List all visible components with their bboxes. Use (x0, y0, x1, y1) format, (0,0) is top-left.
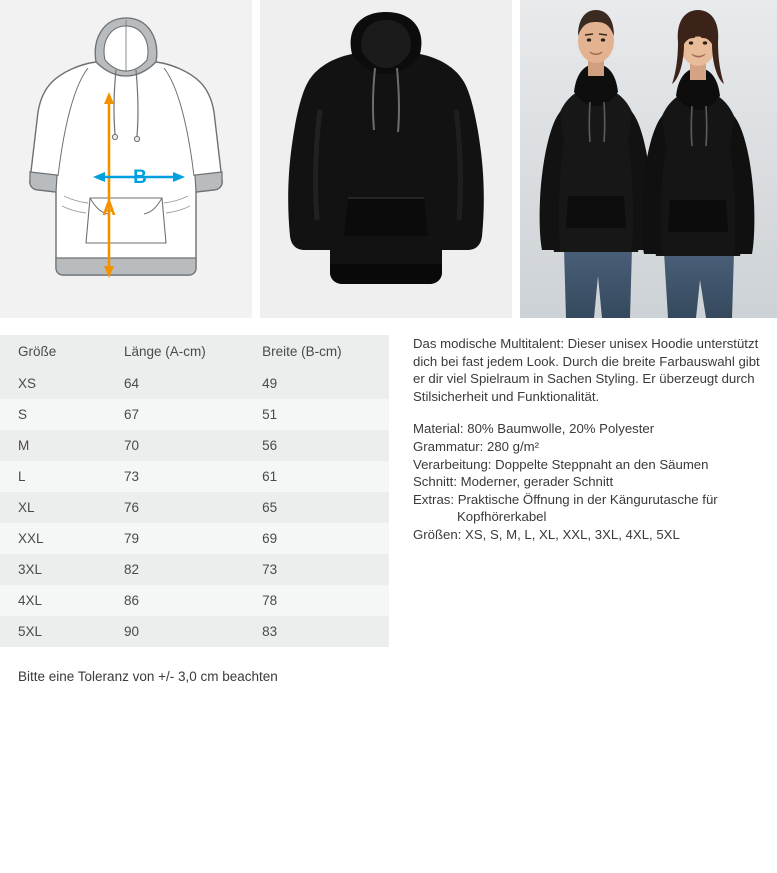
cell-size: 3XL (0, 554, 106, 585)
table-row (0, 554, 389, 585)
table-row (0, 492, 389, 523)
paragraph-gap (413, 405, 773, 420)
cell-width: 51 (244, 399, 389, 430)
table-row (0, 616, 389, 647)
cell-width: 83 (244, 616, 389, 647)
cell-length: 76 (106, 492, 244, 523)
measurement-label-b: B (133, 167, 147, 188)
cell-length: 86 (106, 585, 244, 616)
spec-weight: Grammatur: 280 g/m² (413, 438, 540, 454)
cell-size: L (0, 461, 106, 492)
product-description (389, 335, 773, 684)
cell-size: XXL (0, 523, 106, 554)
cell-size: S (0, 399, 106, 430)
cell-width: 73 (244, 554, 389, 585)
models-photo-panel (520, 0, 777, 318)
spec-processing: Verarbeitung: Doppelte Steppnaht an den Säumen (413, 456, 709, 472)
cell-length: 90 (106, 616, 244, 647)
cell-width: 65 (244, 492, 389, 523)
cell-width: 61 (244, 461, 389, 492)
table-row (0, 399, 389, 430)
table-header-length: Länge (A-cm) (106, 335, 244, 368)
spec-sizes: Größen: XS, S, M, L, XL, XXL, 3XL, 4XL, 5XL (413, 526, 680, 542)
models-wearing-hoodies-photo-icon (520, 0, 777, 318)
product-image-row (0, 0, 777, 318)
details-section (0, 335, 777, 684)
table-row (0, 523, 389, 554)
size-table (0, 335, 389, 647)
cell-size: 5XL (0, 616, 106, 647)
cell-size: M (0, 430, 106, 461)
spec-extras-continued: Kopfhörerkabel (457, 509, 547, 525)
hoodie-technical-drawing-icon (0, 0, 252, 318)
cell-width: 78 (244, 585, 389, 616)
table-row (0, 461, 389, 492)
table-header-width: Breite (B-cm) (244, 335, 389, 368)
spec-material: Material: 80% Baumwolle, 20% Polyester (413, 421, 655, 437)
product-photo-panel (260, 0, 512, 318)
cell-size: XS (0, 368, 106, 399)
cell-width: 56 (244, 430, 389, 461)
cell-width: 69 (244, 523, 389, 554)
technical-drawing-panel (0, 0, 252, 318)
table-header-row (0, 335, 389, 368)
table-row (0, 585, 389, 616)
cell-length: 67 (106, 399, 244, 430)
spec-cut: Schnitt: Moderner, gerader Schnitt (413, 474, 614, 490)
cell-length: 79 (106, 523, 244, 554)
size-table-wrap (0, 335, 389, 684)
measurement-label-a: A (102, 199, 116, 220)
cell-size: XL (0, 492, 106, 523)
black-hoodie-photo-icon (260, 0, 512, 318)
cell-length: 70 (106, 430, 244, 461)
cell-length: 64 (106, 368, 244, 399)
cell-size: 4XL (0, 585, 106, 616)
tolerance-note: Bitte eine Toleranz von +/- 3,0 cm beachten (18, 669, 278, 684)
cell-length: 82 (106, 554, 244, 585)
cell-length: 73 (106, 461, 244, 492)
cell-width: 49 (244, 368, 389, 399)
table-row (0, 430, 389, 461)
description-intro: Das modische Multitalent: Dieser unisex Hoodie unterstützt dich bei fast jedem Look. Durch die breite Farbauswahl gibt er dir viel Spielraum in Sachen Styling. Er überzeugt durch Stilsicherheit und Funktionalität. (413, 336, 760, 404)
spec-extras: Extras: Praktische Öffnung in der Kängurutasche für (413, 491, 718, 507)
table-header-size: Größe (0, 335, 106, 368)
table-row (0, 368, 389, 399)
